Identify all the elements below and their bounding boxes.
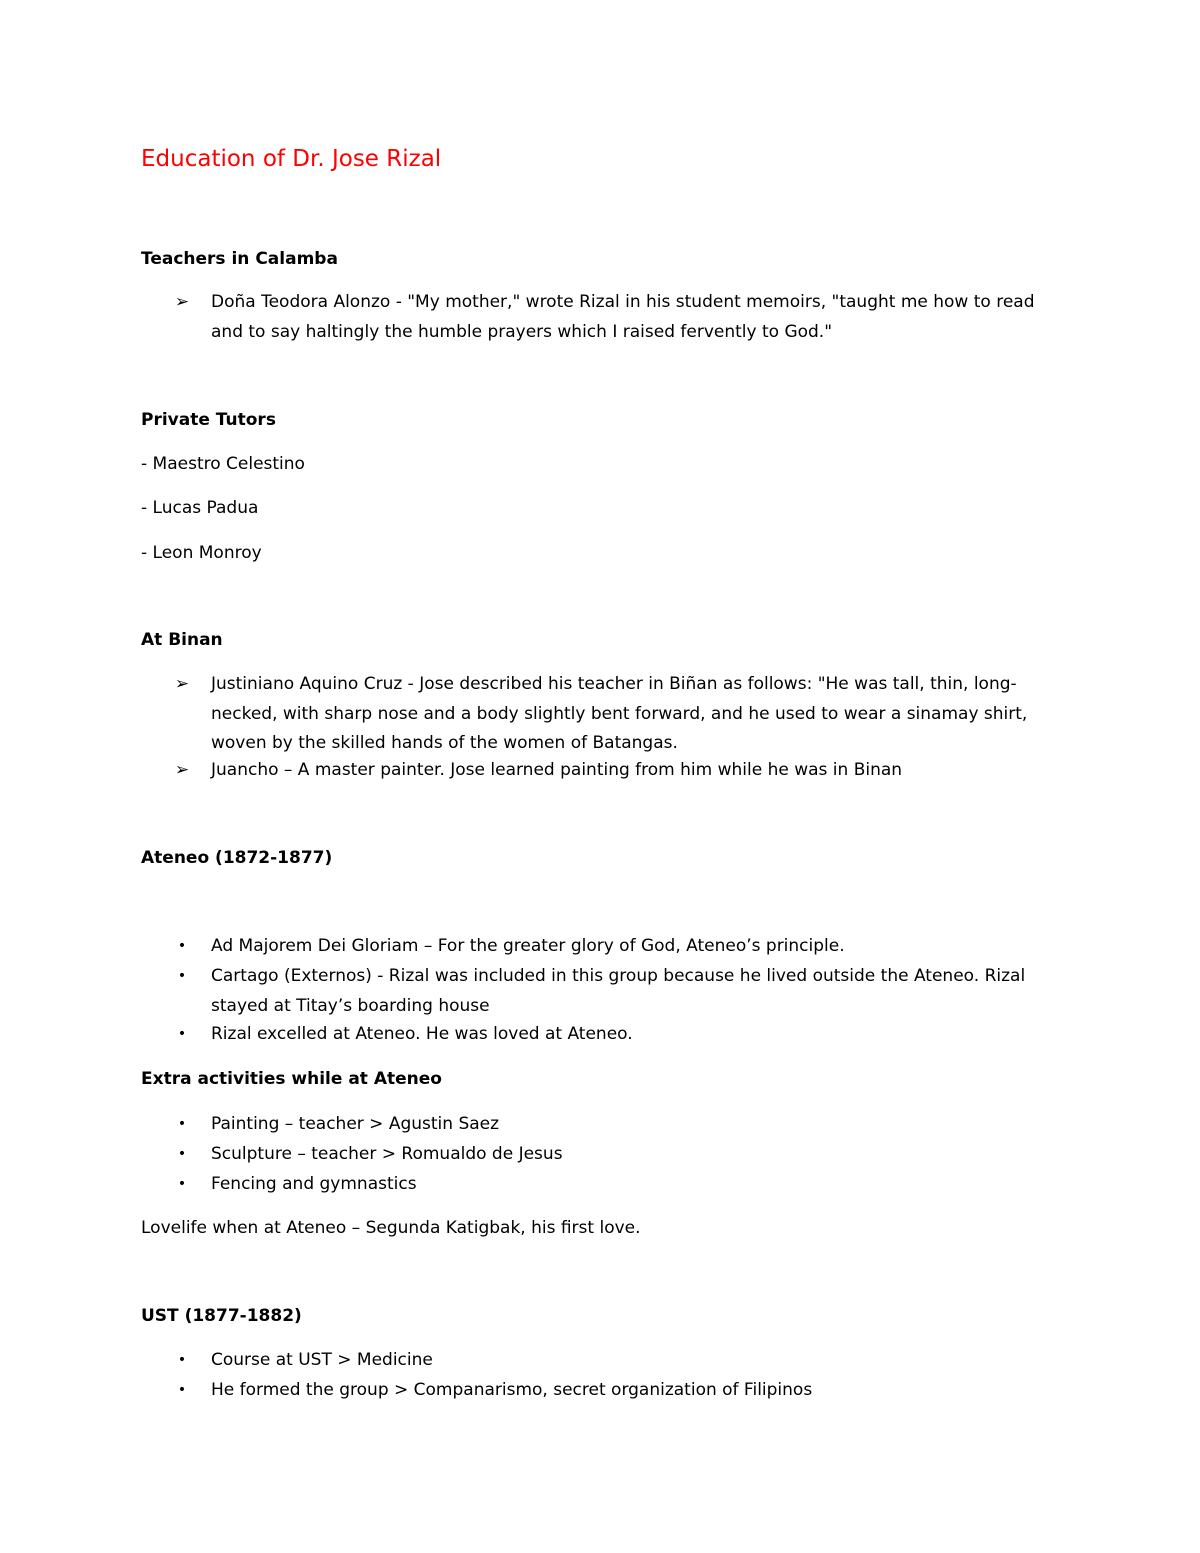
heading-teachers-in-calamba: Teachers in Calamba bbox=[141, 249, 338, 269]
list-item bbox=[177, 1110, 1071, 1140]
list-item-text: Cartago (Externos) - Rizal was included in this group because he lived outside the Ateneo. Rizal stayed at Titay’s boarding house bbox=[211, 966, 1026, 1016]
list-item bbox=[177, 1170, 1071, 1200]
list-item bbox=[174, 756, 1071, 786]
list-item: - Leon Monroy bbox=[141, 543, 262, 563]
bullet-icon: • bbox=[177, 938, 187, 954]
heading-private-tutors: Private Tutors bbox=[141, 410, 276, 430]
list-item bbox=[177, 932, 1071, 962]
list-item-text: Juancho – A master painter. Jose learned painting from him while he was in Binan bbox=[211, 760, 903, 780]
list-item bbox=[174, 288, 1071, 347]
arrow-bullet-icon: ➢ bbox=[174, 674, 190, 694]
list-item: - Lucas Padua bbox=[141, 498, 259, 518]
bullet-icon: • bbox=[177, 1352, 187, 1368]
document-title: Education of Dr. Jose Rizal bbox=[141, 146, 442, 172]
bullet-icon: • bbox=[177, 1176, 187, 1192]
list-item bbox=[177, 1376, 1071, 1406]
list-item bbox=[177, 1020, 1071, 1050]
list-item-text: Doña Teodora Alonzo - "My mother," wrote Rizal in his student memoirs, "taught me how to read and to say haltingly the humble prayers which I raised fervently to God." bbox=[211, 292, 1035, 342]
list-item-text: Painting – teacher > Agustin Saez bbox=[211, 1114, 500, 1134]
list-item-text: Rizal excelled at Ateneo. He was loved at Ateneo. bbox=[211, 1024, 633, 1044]
heading-ateneo: Ateneo (1872-1877) bbox=[141, 848, 333, 868]
arrow-bullet-icon: ➢ bbox=[174, 760, 190, 780]
heading-at-binan: At Binan bbox=[141, 630, 223, 650]
list-item-text: Justiniano Aquino Cruz - Jose described his teacher in Biñan as follows: "He was tall, thin, long-necked, with sharp nose and a body slightly bent forward, and he used to wear a sinamay shirt, woven by the skilled hands of the women of Batangas. bbox=[211, 674, 1028, 753]
list-item-text: Ad Majorem Dei Gloriam – For the greater glory of God, Ateneo’s principle. bbox=[211, 936, 845, 956]
bullet-icon: • bbox=[177, 1116, 187, 1132]
heading-ust: UST (1877-1882) bbox=[141, 1306, 302, 1326]
bullet-icon: • bbox=[177, 1026, 187, 1042]
bullet-icon: • bbox=[177, 1146, 187, 1162]
lovelife-paragraph: Lovelife when at Ateneo – Segunda Katigbak, his first love. bbox=[141, 1218, 641, 1238]
list-item-text: Course at UST > Medicine bbox=[211, 1350, 433, 1370]
list-item bbox=[177, 962, 1071, 1021]
bullet-icon: • bbox=[177, 1382, 187, 1398]
heading-extra-activities: Extra activities while at Ateneo bbox=[141, 1069, 442, 1089]
list-item: - Maestro Celestino bbox=[141, 454, 305, 474]
list-item bbox=[177, 1140, 1071, 1170]
bullet-icon: • bbox=[177, 968, 187, 984]
list-item bbox=[174, 670, 1071, 759]
list-item-text: Sculpture – teacher > Romualdo de Jesus bbox=[211, 1144, 563, 1164]
list-item bbox=[177, 1346, 1071, 1376]
arrow-bullet-icon: ➢ bbox=[174, 292, 190, 312]
list-item-text: He formed the group > Companarismo, secret organization of Filipinos bbox=[211, 1380, 813, 1400]
list-item-text: Fencing and gymnastics bbox=[211, 1174, 417, 1194]
